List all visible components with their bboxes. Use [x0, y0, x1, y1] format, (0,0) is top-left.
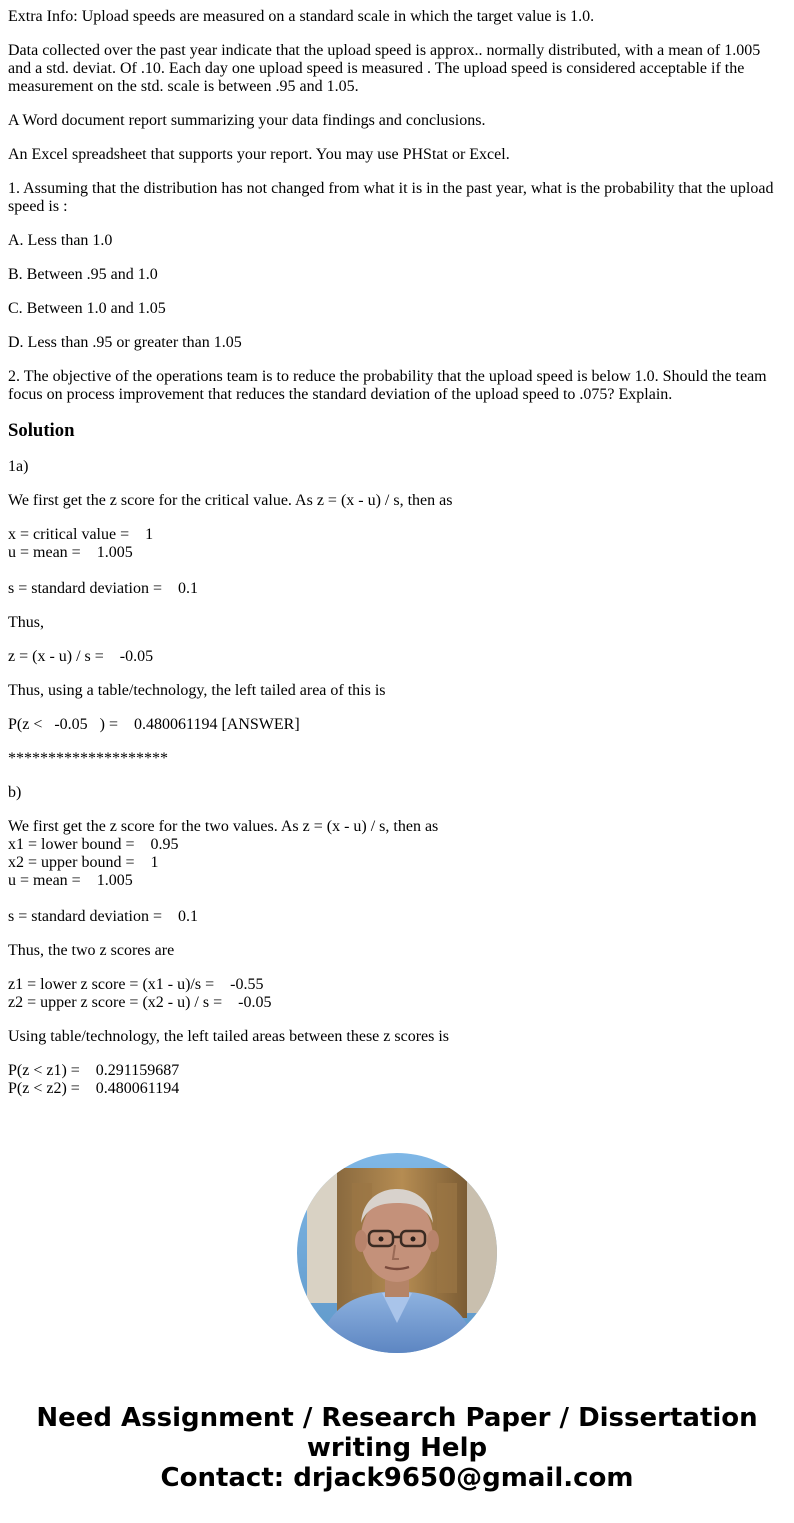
- part-1a-s: s = standard deviation = 0.1: [8, 580, 199, 597]
- part-1a-z: z = (x - u) / s = -0.05: [8, 648, 154, 665]
- footer-line-2: writing Help: [306, 1433, 488, 1463]
- part-b-u: u = mean = 1.005: [8, 872, 133, 889]
- question-1d: D. Less than .95 or greater than 1.05: [8, 334, 242, 351]
- question-1b: B. Between .95 and 1.0: [8, 266, 158, 283]
- author-portrait-image: [297, 1153, 497, 1353]
- part-1a-area-text: Thus, using a table/technology, the left tailed area of this is: [8, 682, 386, 699]
- part-b-label: b): [8, 784, 22, 801]
- separator-stars: ********************: [8, 750, 168, 767]
- question-2: 2. The objective of the operations team is to reduce the probability that the upload speed is below 1.0. Should the team focus on process improvement that reduces the standard deviation of the upload speed to .075? Explain.: [8, 368, 771, 403]
- excel-requirement: An Excel spreadsheet that supports your report. You may use PHStat or Excel.: [8, 146, 510, 163]
- part-1a-thus: Thus,: [8, 614, 44, 631]
- footer-banner: [0, 1403, 794, 1493]
- solution-heading: Solution: [8, 420, 75, 441]
- part-b-thus: Thus, the two z scores are: [8, 942, 175, 959]
- part-b-p1: P(z < z1) = 0.291159687: [8, 1062, 180, 1079]
- part-b-s: s = standard deviation = 0.1: [8, 908, 199, 925]
- part-b-intro: We first get the z score for the two values. As z = (x - u) / s, then as: [8, 818, 439, 835]
- data-paragraph: Data collected over the past year indicate that the upload speed is approx.. normally distributed, with a mean of 1.005 and a std. deviat. Of .10. Each day one upload speed is measured . The upload speed is considered acceptable if the measurement on the std. scale is between .95 and 1.05.: [8, 42, 765, 95]
- part-b-x2: x2 = upper bound = 1: [8, 854, 159, 871]
- part-1a-x: x = critical value = 1: [8, 526, 154, 543]
- part-b-z1: z1 = lower z score = (x1 - u)/s = -0.55: [8, 976, 264, 993]
- part-1a-label: 1a): [8, 458, 29, 475]
- question-1a: A. Less than 1.0: [8, 232, 113, 249]
- spacer: [8, 890, 786, 908]
- part-b-x1: x1 = lower bound = 0.95: [8, 836, 179, 853]
- part-b-z2: z2 = upper z score = (x2 - u) / s = -0.05: [8, 994, 272, 1011]
- part-b-area-text: Using table/technology, the left tailed areas between these z scores is: [8, 1028, 450, 1045]
- question-1: 1. Assuming that the distribution has not changed from what it is in the past year, what is the probability that the upload speed is :: [8, 180, 778, 215]
- question-1c: C. Between 1.0 and 1.05: [8, 300, 166, 317]
- extra-info: Extra Info: Upload speeds are measured on a standard scale in which the target value is 1.0.: [8, 8, 595, 25]
- part-b-p2: P(z < z2) = 0.480061194: [8, 1080, 180, 1097]
- part-1a-u: u = mean = 1.005: [8, 544, 133, 561]
- footer-line-1: Need Assignment / Research Paper / Dissertation: [36, 1403, 758, 1433]
- author-avatar: [297, 1153, 497, 1353]
- part-1a-answer: P(z < -0.05 ) = 0.480061194 [ANSWER]: [8, 716, 300, 733]
- part-1a-intro: We first get the z score for the critical value. As z = (x - u) / s, then as: [8, 492, 453, 509]
- footer-contact: Contact: drjack9650@gmail.com: [160, 1463, 634, 1493]
- spacer: [8, 562, 786, 580]
- word-report-requirement: A Word document report summarizing your data findings and conclusions.: [8, 112, 486, 129]
